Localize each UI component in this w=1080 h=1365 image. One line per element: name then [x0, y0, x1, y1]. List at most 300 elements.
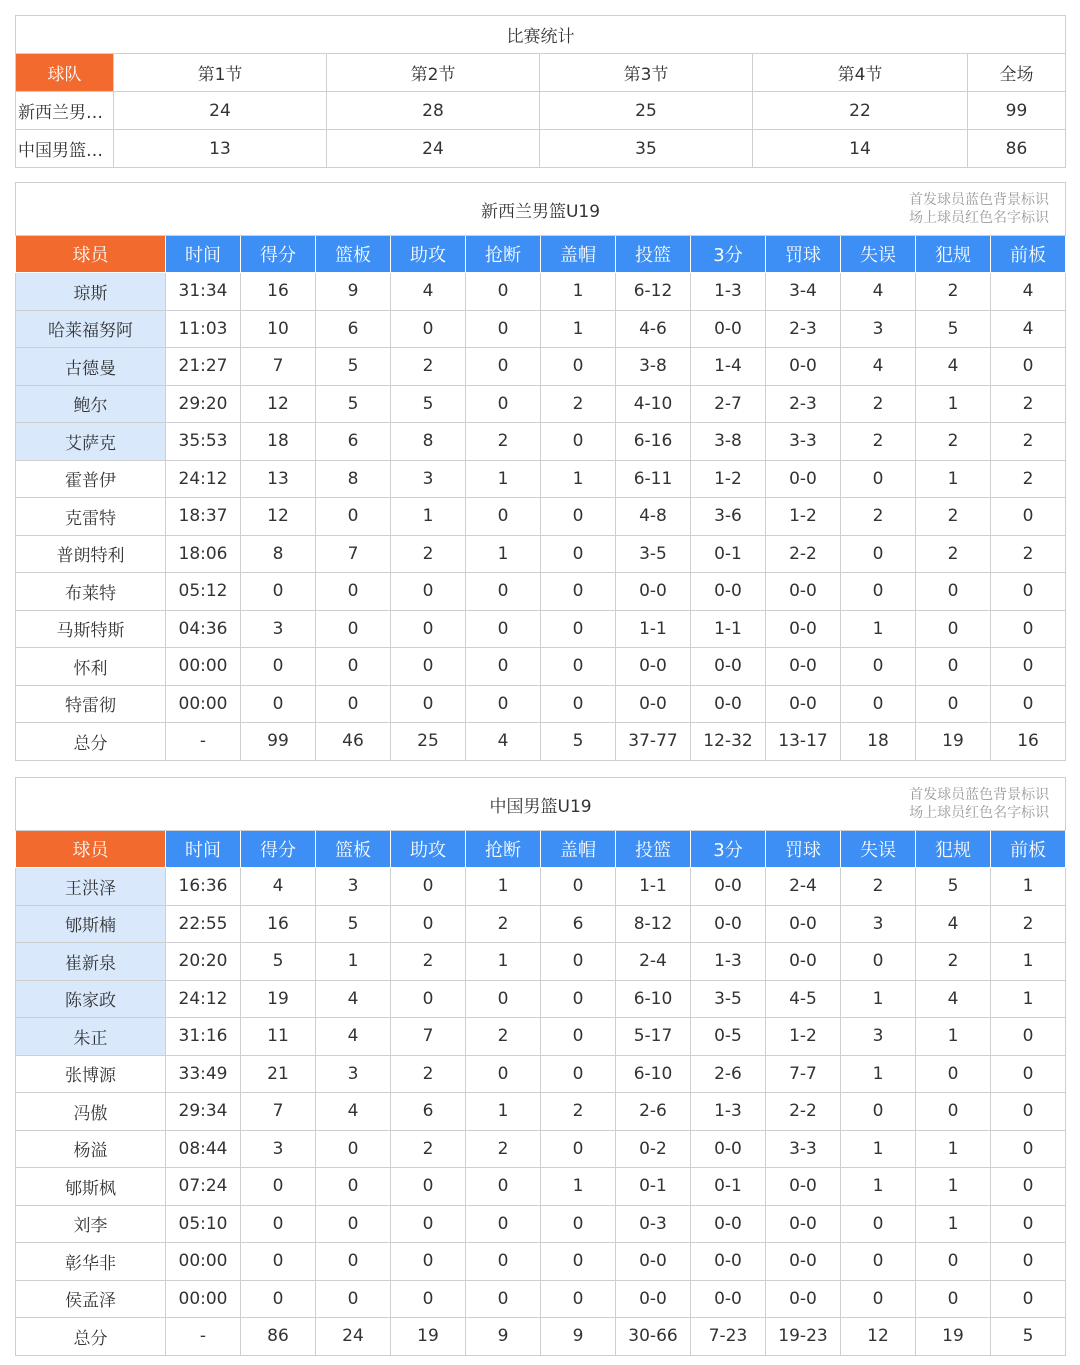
stat-cell: 00:00 — [166, 685, 241, 723]
legend-starter-note: 首发球员蓝色背景标识 — [909, 787, 1050, 803]
stat-cell: 2 — [391, 348, 466, 386]
stat-cell: 3-5 — [691, 980, 766, 1018]
stat-cell: 3 — [841, 1018, 916, 1056]
stat-cell: 0 — [991, 685, 1066, 723]
stat-cell: 2 — [991, 423, 1066, 461]
summary-score-total: 99 — [968, 92, 1066, 130]
summary-title-row — [16, 16, 1066, 54]
stat-cell: 5 — [916, 310, 991, 348]
legend-note — [909, 786, 1049, 822]
stat-cell: 0 — [991, 348, 1066, 386]
legend-starter-note: 首发球员蓝色背景标识 — [909, 192, 1050, 208]
player-name: 琼斯 — [16, 273, 166, 311]
total-cell: - — [166, 1318, 241, 1356]
column-header: 投篮 — [616, 236, 691, 273]
stat-cell: 0 — [466, 273, 541, 311]
stat-cell: 0 — [841, 1093, 916, 1131]
stat-cell: 0-0 — [691, 868, 766, 906]
summary-score-total: 86 — [968, 130, 1066, 168]
stat-cell: 0 — [916, 1055, 991, 1093]
stat-cell: 1 — [541, 460, 616, 498]
player-name: 朱正 — [16, 1018, 166, 1056]
stat-cell: 0 — [916, 648, 991, 686]
nz-title-row — [16, 183, 1066, 236]
team-title: 中国男篮U19 — [489, 796, 592, 817]
stat-cell: 12 — [241, 498, 316, 536]
stat-cell: 0 — [316, 498, 391, 536]
column-header: 犯规 — [916, 236, 991, 273]
stat-cell: 0-0 — [691, 905, 766, 943]
stat-cell: 0-0 — [616, 1243, 691, 1281]
player-name: 霍普伊 — [16, 460, 166, 498]
cn-boxscore-table — [15, 777, 1066, 1356]
stat-cell: 2 — [916, 423, 991, 461]
stat-cell: 0 — [391, 1168, 466, 1206]
stat-cell: 2 — [466, 1130, 541, 1168]
player-name: 陈家政 — [16, 980, 166, 1018]
stat-cell: 0 — [241, 1243, 316, 1281]
team-title: 新西兰男篮U19 — [480, 201, 601, 222]
player-name: 张博源 — [16, 1055, 166, 1093]
stat-cell: 1 — [391, 498, 466, 536]
player-row — [16, 943, 1066, 981]
player-name: 侯孟泽 — [16, 1280, 166, 1318]
column-header: 得分 — [241, 831, 316, 868]
stat-cell: 3-4 — [766, 273, 841, 311]
stat-cell: 1 — [991, 868, 1066, 906]
stat-cell: 2 — [391, 943, 466, 981]
legend-note — [909, 191, 1049, 227]
stat-cell: 0 — [466, 648, 541, 686]
stat-cell: 0 — [241, 1205, 316, 1243]
stat-cell: 0 — [991, 1093, 1066, 1131]
total-row — [16, 1318, 1066, 1356]
cn-title-row — [16, 778, 1066, 831]
stat-cell: 0 — [991, 1205, 1066, 1243]
player-name: 杨溢 — [16, 1130, 166, 1168]
column-header: 球员 — [16, 831, 166, 868]
stat-cell: 00:00 — [166, 648, 241, 686]
stat-cell: 2 — [841, 385, 916, 423]
stat-cell: 2 — [466, 423, 541, 461]
stat-cell: 3-5 — [616, 535, 691, 573]
stat-cell: 2 — [916, 943, 991, 981]
stat-cell: 2 — [391, 1130, 466, 1168]
player-name: 郇斯枫 — [16, 1168, 166, 1206]
player-name: 古德曼 — [16, 348, 166, 386]
player-name: 特雷彻 — [16, 685, 166, 723]
stat-cell: 0 — [541, 1130, 616, 1168]
stat-cell: 0-0 — [766, 1243, 841, 1281]
legend-oncourt-note: 场上球员红色名字标识 — [909, 805, 1050, 821]
summary-score: 13 — [114, 130, 327, 168]
stat-cell: 1 — [466, 460, 541, 498]
total-cell: 5 — [541, 723, 616, 761]
player-row — [16, 1168, 1066, 1206]
stat-cell: 6 — [316, 310, 391, 348]
total-cell: 5 — [991, 1318, 1066, 1356]
stat-cell: 2 — [991, 460, 1066, 498]
column-header: 球员 — [16, 236, 166, 273]
player-name: 克雷特 — [16, 498, 166, 536]
total-cell: 7-23 — [691, 1318, 766, 1356]
stat-cell: 0 — [991, 573, 1066, 611]
stat-cell: 0 — [541, 423, 616, 461]
summary-score: 35 — [540, 130, 753, 168]
stat-cell: 0 — [391, 648, 466, 686]
summary-score: 24 — [114, 92, 327, 130]
player-row — [16, 385, 1066, 423]
stat-cell: 0 — [841, 573, 916, 611]
stat-cell: 0 — [391, 310, 466, 348]
stat-cell: 2 — [841, 498, 916, 536]
nz-stats-body — [16, 236, 1066, 761]
stat-cell: 0 — [991, 1130, 1066, 1168]
nz-title-cell — [16, 183, 1066, 236]
total-cell: 37-77 — [616, 723, 691, 761]
stat-cell: 4 — [991, 310, 1066, 348]
stat-cell: 2 — [841, 868, 916, 906]
stat-cell: 0-1 — [616, 1168, 691, 1206]
column-header: 罚球 — [766, 236, 841, 273]
stat-cell: 0-0 — [691, 1243, 766, 1281]
stat-cell: 1 — [466, 535, 541, 573]
stat-cell: 24:12 — [166, 980, 241, 1018]
stat-cell: 1 — [916, 385, 991, 423]
column-header: 抢断 — [466, 831, 541, 868]
player-name: 怀利 — [16, 648, 166, 686]
legend-oncourt-note: 场上球员红色名字标识 — [909, 210, 1050, 226]
stat-cell: 2 — [991, 905, 1066, 943]
stat-cell: 0 — [916, 1280, 991, 1318]
stat-cell: 2 — [541, 1093, 616, 1131]
stat-cell: 4 — [316, 980, 391, 1018]
stat-cell: 24:12 — [166, 460, 241, 498]
stat-cell: 2-6 — [616, 1093, 691, 1131]
stat-cell: 0 — [316, 573, 391, 611]
stat-cell: 0 — [241, 685, 316, 723]
stat-cell: 4-8 — [616, 498, 691, 536]
stat-cell: 0 — [316, 1243, 391, 1281]
summary-score: 24 — [327, 130, 540, 168]
stat-cell: 3 — [241, 610, 316, 648]
column-header: 时间 — [166, 236, 241, 273]
player-name: 马斯特斯 — [16, 610, 166, 648]
stat-cell: 4 — [991, 273, 1066, 311]
stat-cell: 0-0 — [691, 1205, 766, 1243]
stat-cell: 0 — [541, 610, 616, 648]
stat-cell: 0 — [391, 1205, 466, 1243]
stat-cell: 0 — [391, 685, 466, 723]
player-row — [16, 1280, 1066, 1318]
stat-cell: 1-3 — [691, 273, 766, 311]
stat-cell: 0-0 — [766, 460, 841, 498]
column-header: 篮板 — [316, 831, 391, 868]
player-row — [16, 348, 1066, 386]
stat-cell: 2 — [916, 498, 991, 536]
stat-cell: 18:06 — [166, 535, 241, 573]
stat-cell: 00:00 — [166, 1243, 241, 1281]
column-header: 助攻 — [391, 831, 466, 868]
player-row — [16, 498, 1066, 536]
stat-cell: 0 — [541, 1055, 616, 1093]
summary-header-q3: 第3节 — [540, 54, 753, 92]
stat-cell: 0 — [991, 1280, 1066, 1318]
stat-cell: 2-7 — [691, 385, 766, 423]
stat-cell: 0 — [541, 980, 616, 1018]
stat-cell: 1 — [841, 1130, 916, 1168]
stat-cell: 19 — [241, 980, 316, 1018]
column-header: 时间 — [166, 831, 241, 868]
stat-cell: 2-2 — [766, 1093, 841, 1131]
total-cell: 30-66 — [616, 1318, 691, 1356]
stat-cell: 4 — [316, 1018, 391, 1056]
stat-cell: 0-0 — [691, 1130, 766, 1168]
stat-cell: 6-16 — [616, 423, 691, 461]
stat-cell: 0 — [916, 1243, 991, 1281]
column-header: 前板 — [991, 236, 1066, 273]
stat-cell: 1-1 — [691, 610, 766, 648]
stat-cell: 0 — [541, 1280, 616, 1318]
stat-cell: 1 — [991, 980, 1066, 1018]
summary-score: 14 — [753, 130, 968, 168]
column-header: 犯规 — [916, 831, 991, 868]
player-name: 彰华非 — [16, 1243, 166, 1281]
stat-cell: 1-3 — [691, 1093, 766, 1131]
stat-cell: 0 — [466, 498, 541, 536]
stat-cell: 6 — [316, 423, 391, 461]
stat-cell: 0 — [991, 1168, 1066, 1206]
stat-cell: 22:55 — [166, 905, 241, 943]
stat-cell: 0 — [391, 905, 466, 943]
stat-cell: 2-6 — [691, 1055, 766, 1093]
total-cell: 99 — [241, 723, 316, 761]
stat-cell: 29:20 — [166, 385, 241, 423]
total-cell: 16 — [991, 723, 1066, 761]
stat-cell: 0-0 — [616, 648, 691, 686]
stat-cell: 0-0 — [616, 685, 691, 723]
stat-cell: 7-7 — [766, 1055, 841, 1093]
player-row — [16, 460, 1066, 498]
column-header: 助攻 — [391, 236, 466, 273]
player-row — [16, 685, 1066, 723]
stat-cell: 5 — [916, 868, 991, 906]
stat-cell: 0 — [316, 1205, 391, 1243]
stat-cell: 2 — [991, 535, 1066, 573]
stat-cell: 1 — [916, 460, 991, 498]
player-row — [16, 1205, 1066, 1243]
stat-cell: 5 — [316, 905, 391, 943]
stat-cell: 0 — [541, 498, 616, 536]
column-header: 前板 — [991, 831, 1066, 868]
player-row — [16, 1093, 1066, 1131]
player-row — [16, 535, 1066, 573]
stat-cell: 3-8 — [616, 348, 691, 386]
stat-cell: 0-5 — [691, 1018, 766, 1056]
total-cell: 19-23 — [766, 1318, 841, 1356]
stat-cell: 4 — [916, 348, 991, 386]
stat-cell: 0 — [541, 648, 616, 686]
stat-cell: 0-0 — [766, 348, 841, 386]
summary-team-name: 新西兰男… — [16, 92, 114, 130]
total-cell: 19 — [916, 723, 991, 761]
stat-cell: 1 — [541, 310, 616, 348]
total-label: 总分 — [16, 1318, 166, 1356]
stat-cell: 1 — [841, 1055, 916, 1093]
stat-cell: 0-0 — [766, 1205, 841, 1243]
stat-cell: 0 — [466, 310, 541, 348]
stat-cell: 0 — [841, 1205, 916, 1243]
stat-cell: 0 — [391, 868, 466, 906]
total-cell: - — [166, 723, 241, 761]
stat-cell: 0-0 — [616, 573, 691, 611]
stat-cell: 0 — [991, 1018, 1066, 1056]
stat-cell: 0 — [241, 1280, 316, 1318]
player-row — [16, 648, 1066, 686]
total-cell: 86 — [241, 1318, 316, 1356]
stat-cell: 0 — [916, 573, 991, 611]
stat-cell: 5-17 — [616, 1018, 691, 1056]
stat-cell: 0 — [391, 980, 466, 1018]
stat-cell: 11 — [241, 1018, 316, 1056]
stat-cell: 0 — [466, 685, 541, 723]
stat-cell: 0-1 — [691, 1168, 766, 1206]
stat-cell: 0 — [541, 348, 616, 386]
stat-cell: 6-10 — [616, 980, 691, 1018]
stat-cell: 2 — [466, 905, 541, 943]
stat-cell: 3 — [316, 868, 391, 906]
summary-score: 22 — [753, 92, 968, 130]
player-name: 冯傲 — [16, 1093, 166, 1131]
stat-cell: 1 — [541, 1168, 616, 1206]
stat-cell: 0 — [391, 573, 466, 611]
column-header: 3分 — [691, 831, 766, 868]
total-cell: 25 — [391, 723, 466, 761]
stat-cell: 0-0 — [766, 943, 841, 981]
stat-cell: 08:44 — [166, 1130, 241, 1168]
stat-cell: 5 — [241, 943, 316, 981]
summary-header-q4: 第4节 — [753, 54, 968, 92]
stat-cell: 7 — [316, 535, 391, 573]
stat-cell: 0 — [541, 1018, 616, 1056]
stat-cell: 0 — [316, 1168, 391, 1206]
player-row — [16, 1243, 1066, 1281]
stat-cell: 0 — [841, 648, 916, 686]
stat-cell: 05:10 — [166, 1205, 241, 1243]
stat-cell: 8 — [241, 535, 316, 573]
column-header: 盖帽 — [541, 236, 616, 273]
stat-cell: 05:12 — [166, 573, 241, 611]
stat-cell: 0 — [316, 610, 391, 648]
stat-cell: 4-6 — [616, 310, 691, 348]
stat-cell: 0-3 — [616, 1205, 691, 1243]
stat-cell: 0 — [466, 1205, 541, 1243]
player-name: 艾萨克 — [16, 423, 166, 461]
column-header: 篮板 — [316, 236, 391, 273]
summary-header-q1: 第1节 — [114, 54, 327, 92]
stat-cell: 0 — [466, 1168, 541, 1206]
stat-cell: 1-2 — [766, 1018, 841, 1056]
stat-cell: 0 — [241, 573, 316, 611]
stat-cell: 33:49 — [166, 1055, 241, 1093]
stat-cell: 1 — [841, 610, 916, 648]
summary-header-total: 全场 — [968, 54, 1066, 92]
stat-cell: 1 — [841, 980, 916, 1018]
stat-cell: 4 — [316, 1093, 391, 1131]
player-name: 鲍尔 — [16, 385, 166, 423]
stat-cell: 11:03 — [166, 310, 241, 348]
stat-cell: 0-1 — [691, 535, 766, 573]
summary-score: 28 — [327, 92, 540, 130]
stat-cell: 0 — [916, 685, 991, 723]
stat-cell: 0 — [466, 1243, 541, 1281]
stat-cell: 31:16 — [166, 1018, 241, 1056]
total-cell: 13-17 — [766, 723, 841, 761]
stat-cell: 0 — [541, 1243, 616, 1281]
stat-cell: 0 — [466, 573, 541, 611]
stat-cell: 2 — [466, 1018, 541, 1056]
stat-cell: 7 — [391, 1018, 466, 1056]
column-header: 投篮 — [616, 831, 691, 868]
stat-cell: 0 — [541, 1205, 616, 1243]
total-cell: 18 — [841, 723, 916, 761]
summary-row-nz — [16, 92, 1066, 130]
stat-cell: 3 — [391, 460, 466, 498]
stat-cell: 4-10 — [616, 385, 691, 423]
column-header: 抢断 — [466, 236, 541, 273]
stat-cell: 1 — [916, 1205, 991, 1243]
total-cell: 24 — [316, 1318, 391, 1356]
total-cell: 19 — [916, 1318, 991, 1356]
cn-stats-body — [16, 831, 1066, 1356]
player-row — [16, 573, 1066, 611]
stat-cell: 7 — [241, 348, 316, 386]
summary-header-row — [16, 54, 1066, 92]
summary-header-team: 球队 — [16, 54, 114, 92]
stat-cell: 0-0 — [616, 1280, 691, 1318]
stat-cell: 1-2 — [766, 498, 841, 536]
player-row — [16, 1130, 1066, 1168]
player-name: 布莱特 — [16, 573, 166, 611]
stat-cell: 6-11 — [616, 460, 691, 498]
player-name: 刘李 — [16, 1205, 166, 1243]
stat-cell: 0 — [841, 685, 916, 723]
stat-cell: 1 — [991, 943, 1066, 981]
column-header: 失误 — [841, 236, 916, 273]
stat-cell: 1 — [541, 273, 616, 311]
column-header: 罚球 — [766, 831, 841, 868]
stat-cell: 0-0 — [766, 1280, 841, 1318]
stat-cell: 00:00 — [166, 1280, 241, 1318]
player-row — [16, 610, 1066, 648]
nz-boxscore-table — [15, 182, 1066, 761]
summary-title: 比赛统计 — [16, 16, 1066, 54]
stat-cell: 0 — [841, 460, 916, 498]
stat-cell: 0 — [991, 648, 1066, 686]
stat-cell: 2-4 — [616, 943, 691, 981]
stat-cell: 6-12 — [616, 273, 691, 311]
stat-cell: 0 — [841, 1280, 916, 1318]
total-cell: 12 — [841, 1318, 916, 1356]
stat-cell: 16:36 — [166, 868, 241, 906]
stat-cell: 2 — [391, 535, 466, 573]
stat-cell: 2 — [391, 1055, 466, 1093]
player-name: 普朗特利 — [16, 535, 166, 573]
stat-cell: 1 — [841, 1168, 916, 1206]
stat-cell: 0 — [466, 348, 541, 386]
stat-cell: 20:20 — [166, 943, 241, 981]
stat-cell: 3 — [241, 1130, 316, 1168]
